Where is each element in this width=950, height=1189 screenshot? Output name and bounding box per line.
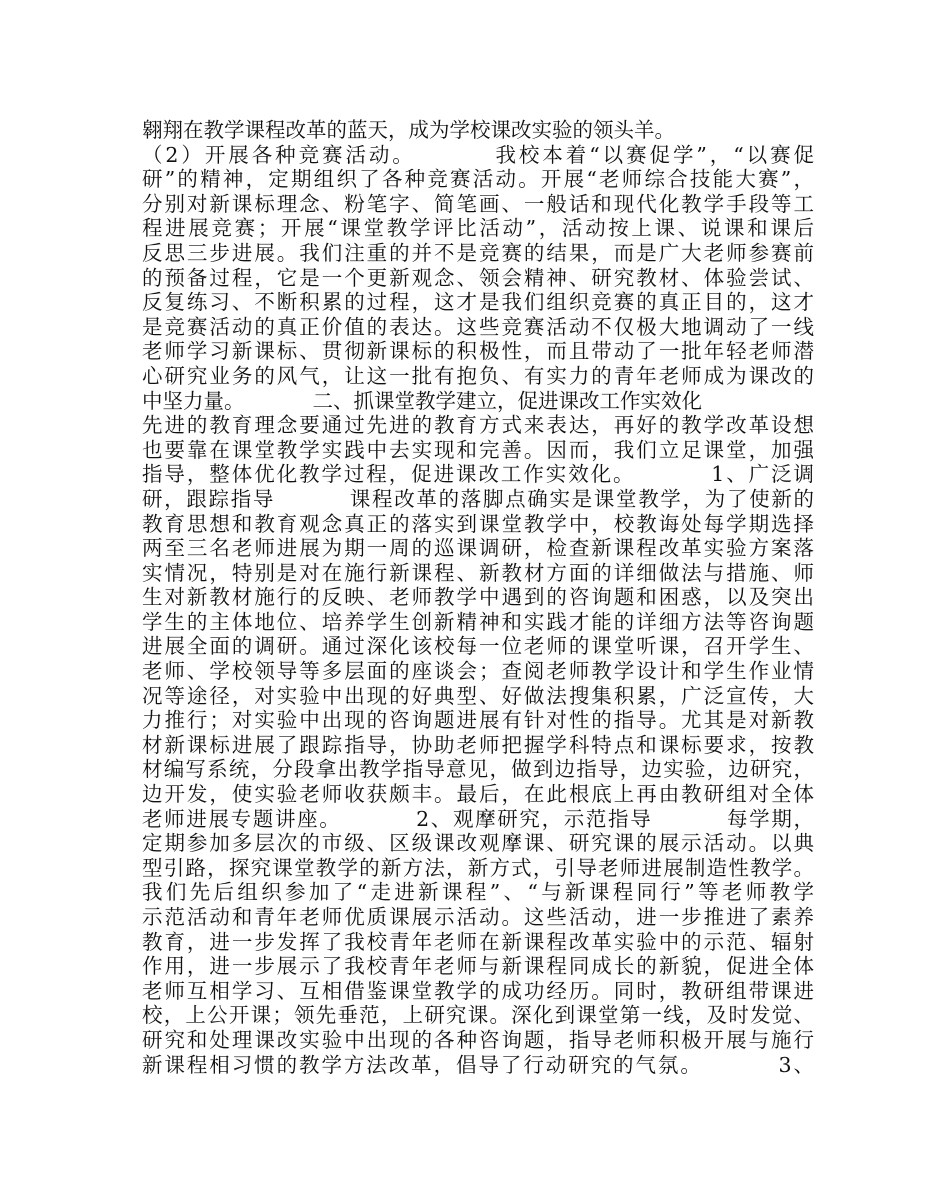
text-line: 两至三名老师进展为期一周的巡课调研，检查新课程改革实验方案落 (142, 536, 814, 561)
text-line: 新课程相习惯的教学方法改革，倡导了行动研究的气氛。 3、 (142, 1052, 814, 1077)
text-line: 型引路，探究课堂教学的新方法，新方式，引导老师进展制造性教学。 (142, 855, 814, 880)
text-line: 我们先后组织参加了“走进新课程”、“与新课程同行”等老师教学 (142, 880, 814, 905)
text-line: 研”的精神，定期组织了各种竞赛活动。开展“老师综合技能大赛”， (142, 167, 814, 192)
text-line: 心研究业务的风气，让这一批有抱负、有实力的青年老师成为课改的 (142, 363, 814, 388)
text-line: 教育思想和教育观念真正的落实到课堂教学中，校教诲处每学期选择 (142, 511, 814, 536)
text-line: 指导，整体优化教学过程，促进课改工作实效化。 1、广泛调 (142, 462, 814, 487)
text-line: 老师进展专题讲座。 2、观摩研究，示范指导 每学期， (142, 806, 814, 831)
text-line: 定期参加多层次的市级、区级课改观摩课、研究课的展示活动。以典 (142, 831, 814, 856)
text-line: 力推行；对实验中出现的咨询题进展有针对性的指导。尤其是对新教 (142, 708, 814, 733)
text-line: 反思三步进展。我们注重的并不是竞赛的结果，而是广大老师参赛前 (142, 240, 814, 265)
text-line: 进展全面的调研。通过深化该校每一位老师的课堂听课，召开学生、 (142, 634, 814, 659)
text-line: 老师互相学习、互相借鉴课堂教学的成功经历。同时，教研组带课进 (142, 978, 814, 1003)
text-line: 是竞赛活动的真正价值的表达。这些竞赛活动不仅极大地调动了一线 (142, 314, 814, 339)
text-line: 教育，进一步发挥了我校青年老师在新课程改革实验中的示范、辐射 (142, 929, 814, 954)
text-line: 实情况，特别是对在施行新课程、新教材方面的详细做法与措施、师 (142, 560, 814, 585)
text-line: 老师学习新课标、贯彻新课标的积极性，而且带动了一批年轻老师潜 (142, 339, 814, 364)
text-line: 校，上公开课；领先垂范，上研究课。深化到课堂第一线，及时发觉、 (142, 1003, 814, 1028)
text-line: 老师、学校领导等多层面的座谈会；查阅老师教学设计和学生作业情 (142, 659, 814, 684)
text-line: 翱翔在教学课程改革的蓝天，成为学校课改实验的领头羊。 (142, 118, 675, 142)
body-text (142, 118, 814, 1077)
text-line: 程进展竞赛；开展“课堂教学评比活动”，活动按上课、说课和课后 (142, 216, 814, 241)
text-line: 边开发，使实验老师收获颇丰。最后，在此根底上再由教研组对全体 (142, 782, 814, 807)
text-line: 也要靠在课堂教学实践中去实现和完善。因而，我们立足课堂，加强 (142, 437, 814, 462)
text-line: 学生的主体地位、培养学生创新精神和实践才能的详细方法等咨询题 (142, 609, 814, 634)
text-line: 反复练习、不断积累的过程，这才是我们组织竞赛的真正目的，这才 (142, 290, 814, 315)
text-line: 研究和处理课改实验中出现的各种咨询题，指导老师积极开展与施行 (142, 1027, 814, 1052)
text-line: 生对新教材施行的反映、老师教学中遇到的咨询题和困惑，以及突出 (142, 585, 814, 610)
text-line: 分别对新课标理念、粉笔字、简笔画、一般话和现代化教学手段等工 (142, 191, 814, 216)
text-line: 的预备过程，它是一个更新观念、领会精神、研究教材、体验尝试、 (142, 265, 814, 290)
text-line: （2）开展各种竞赛活动。 我校本着“以赛促学”，“以赛促 (142, 142, 814, 167)
section-heading-line: 中坚力量。 二、抓课堂教学建立，促进课改工作实效化 (142, 388, 703, 413)
text-line: 况等途径，对实验中出现的好典型、好做法搜集积累，广泛宣传，大 (142, 683, 814, 708)
text-line: 先进的教育理念要通过先进的教育方式来表达，再好的教学改革设想 (142, 413, 814, 438)
text-line: 材编写系统，分段拿出教学指导意见，做到边指导，边实验，边研究， (142, 757, 814, 782)
text-line: 示范活动和青年老师优质课展示活动。这些活动，进一步推进了素养 (142, 905, 814, 929)
text-line: 研，跟踪指导 课程改革的落脚点确实是课堂教学，为了使新的 (142, 486, 814, 511)
text-line: 材新课标进展了跟踪指导，协助老师把握学科特点和课标要求，按教 (142, 732, 814, 757)
text-line: 作用，进一步展示了我校青年老师与新课程同成长的新貌，促进全体 (142, 954, 814, 979)
